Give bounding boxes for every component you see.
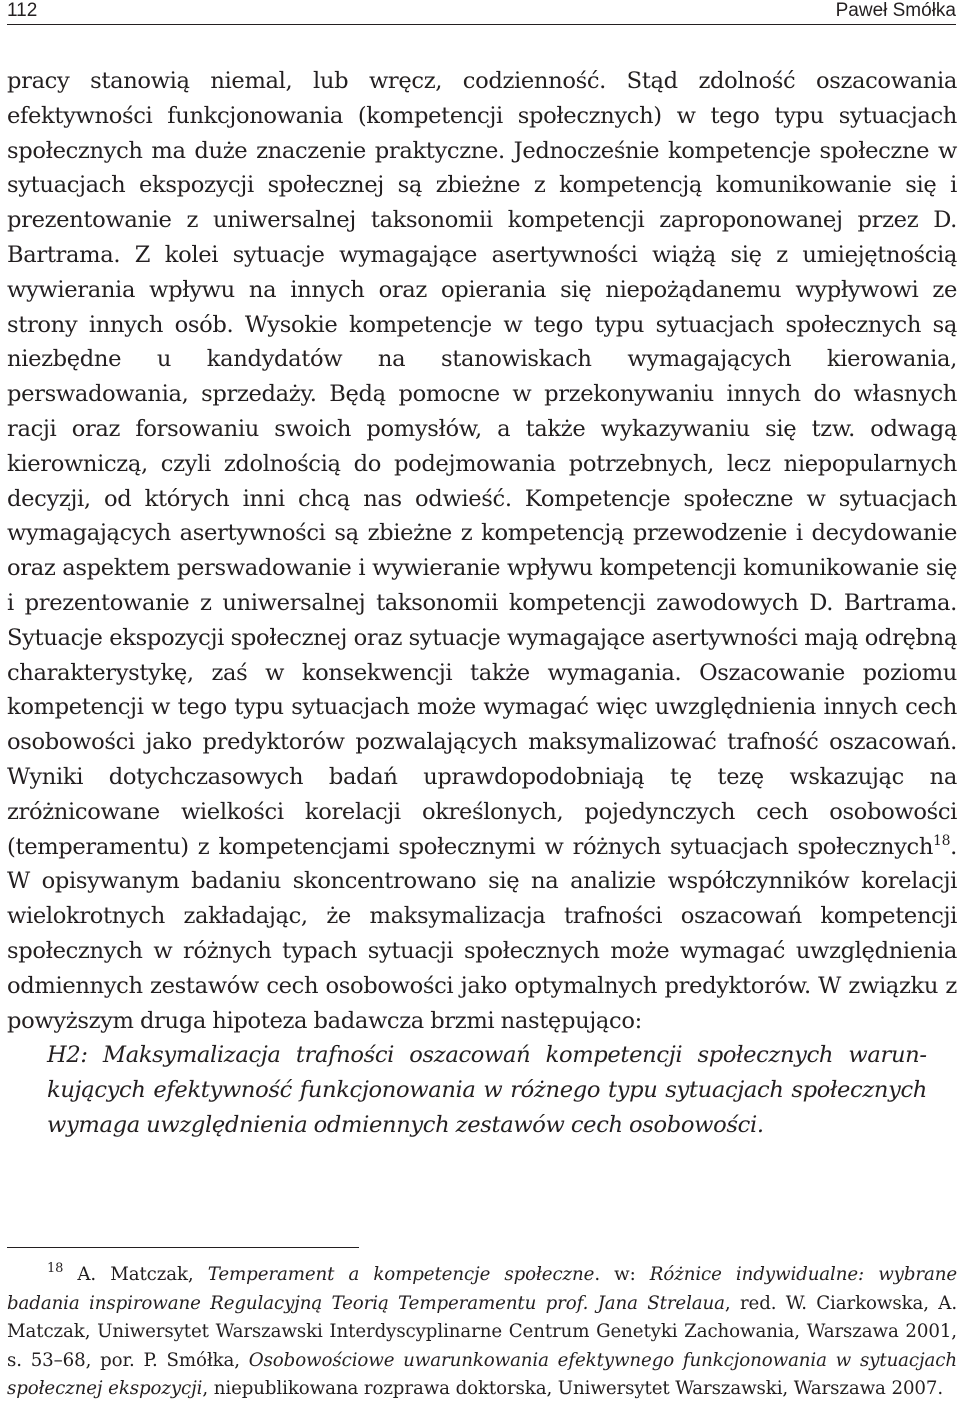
footnote-title-1: Temperament a kompetencje społeczne [207,1264,595,1285]
footnote-text-4: , niepublikowana rozprawa doktorska, Uniwersytet Warszawski, Warszawa 2007. [202,1378,944,1400]
page-number: 112 [7,0,38,21]
footnote-reference[interactable]: 18 [933,832,951,849]
footnote-divider [7,1247,359,1248]
paragraph-continuation: . W opisywanym badaniu skoncentrowano się na analizie współczynników korelacji wielokrotnych zakładając, że maksymalizacja trafności oszacowań kompetencji społecznych w różnych typach sytuacji społecznych może wymagać uwzględnienia odmiennych zestawów cech osobowości jako optymalnych predyktorów. W związku z powyższym druga hipoteza badawcza brzmi następująco: [7,833,957,1034]
footnote-text-1: A. Matczak, [77,1264,208,1285]
body-paragraph [7,64,957,1038]
footnote-text-3: , red. W. Ciarkowska, A. Matczak, Uniwersytet Warszawski Interdyscyplinarne Centrum Genetyki Zachowania, Warszawa 2001, s. 53–68, por. P. Smółka, [7,1292,958,1371]
running-header-author: Paweł Smółka [835,0,956,21]
footnote-18 [7,1261,957,1404]
hypothesis-h2: H2: Maksymalizacja trafności oszacowań kompetencji społecznych warunkujących efektywność funkcjonowania w różnego typu sytuacjach społecznych wymaga uwzględnienia odmiennych zestawów cech osobowości. [47,1042,927,1138]
footnote-title-3: Osobowościowe uwarunkowania efektywnego funkcjonowania w sytuacjach społecznej ekspozycji [7,1349,957,1400]
running-header [7,0,956,25]
footnote-title-2: Różnice indywidualne: wybrane badania inspirowane Regulacyjną Teorią Temperamentu prof. Jana Strelaua [7,1264,958,1314]
main-text [7,64,957,1143]
paragraph-text: pracy stanowią niemal, lub wręcz, codzienność. Stąd zdolność oszacowania efektywności funkcjonowania (kompetencji społecznych) w tego typu sytuacjach społecznych ma duże znaczenie praktyczne. Jednocześnie kompetencje społeczne w sytuacjach ekspozycji społecznej są zbieżne z kompetencją komunikowanie się i prezentowanie z uniwersalnej taksonomii kompetencji zaproponowanej przez D. Bartrama. Z kolei sytuacje wymagające asertywności wiążą się z umiejętnością wywierania wpływu na innych oraz opierania się niepożądanemu wypływowi ze strony innych osób. Wysokie kompetencje w tego typu sytuacjach społecznych są niezbędne u kandydatów na stanowiskach wymagających kierowania, perswadowania, sprzedaży. Będą pomocne w przekonywaniu innych do własnych racji oraz forsowaniu swoich pomysłów, a także wykazywaniu się tzw. odwagą kierowniczą, czyli zdolnością do podejmowania potrzebnych, lecz niepopularnych decyzji, od których inni chcą nas odwieść. Kompetencje społeczne w sytuacjach wymagających asertywności są zbieżne z kompetencją przewodzenie i decydowanie oraz aspektem perswadowanie i wywieranie wpływu kompetencji komunikowanie się i prezentowanie z uniwersalnej taksonomii kompetencji zawodowych D. Bartrama. Sytuacje ekspozycji społecznej oraz sytuacje wymagające asertywności mają odrębną charakterystykę, zaś w konsekwencji także wymagania. Oszacowanie poziomu kompetencji w tego typu sytuacjach może wymagać więc uwzględnienia innych cech osobowości jako predyktorów pozwalających maksymalizować trafność oszacowań. Wyniki dotychczasowych badań uprawdopodobniają tę tezę wskazując na zróżnicowane wielkości korelacji określonych, pojedynczych cech osobowości (temperamentu) z kompetencjami społecznymi w różnych sytuacjach społecznych [7,68,957,860]
footnote [7,1261,957,1404]
footnote-number: 18 [47,1261,64,1276]
footnote-text-2: . w: [594,1264,650,1285]
